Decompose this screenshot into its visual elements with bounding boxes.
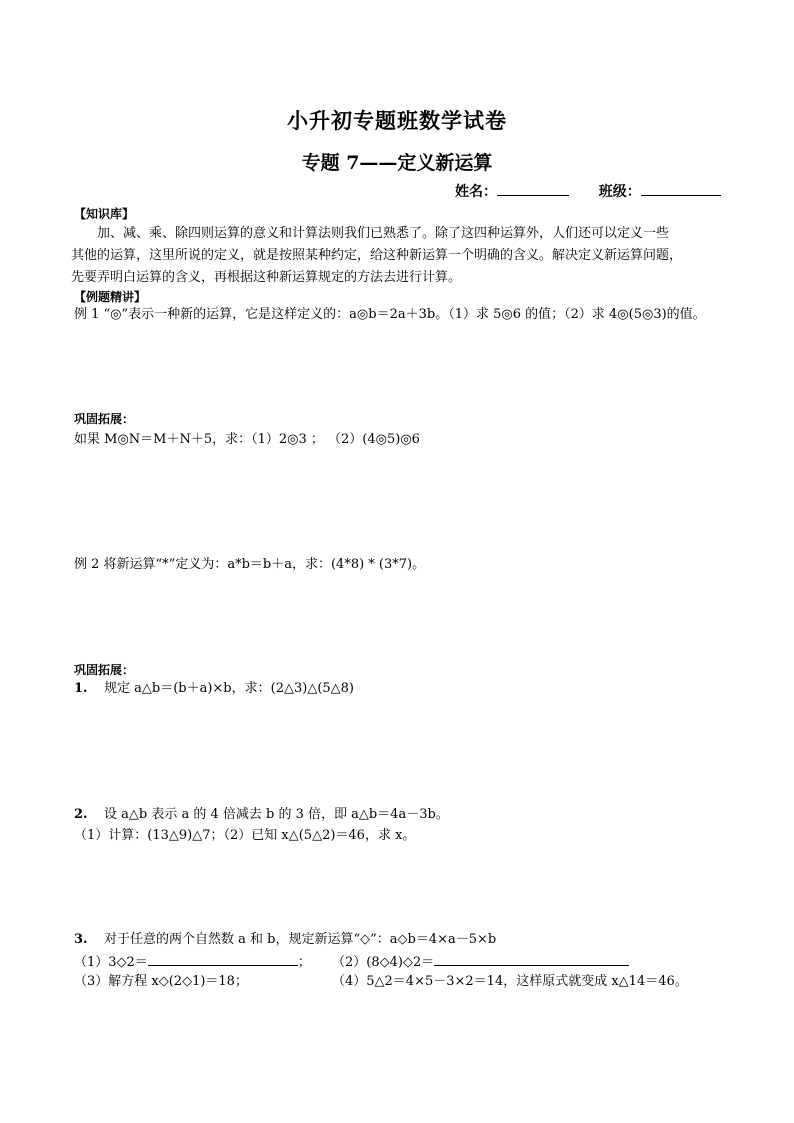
question-3-text: 对于任意的两个自然数 a 和 b，规定新运算“◇”：a◇b＝4×a－5×b (104, 932, 497, 947)
name-blank[interactable] (497, 181, 569, 196)
practice-1-question: 如果 M◎N＝M＋N＋5，求：（1）2◎3 ； （2）(4◎5)◎6 (74, 432, 420, 447)
example-2: 例 2 将新运算“*”定义为：a*b＝b＋a，求：(4*8) * (3*7)。 (74, 557, 426, 572)
question-1 (74, 679, 354, 699)
examples-header: 【例题精讲】 (74, 290, 147, 304)
class-label: 班级： (598, 184, 641, 200)
question-2-sub: （1）计算：(13△9)△7；（2）已知 x△(5△2)＝46，求 x。 (74, 828, 416, 843)
part-a-label: （1）3◇2＝ (74, 955, 148, 970)
part-a-blank[interactable] (148, 951, 298, 966)
question-2-number: 2. (74, 807, 88, 822)
student-info (455, 181, 721, 201)
question-3-part-a (74, 951, 311, 973)
practice-1-label: 巩固拓展： (74, 412, 135, 426)
question-3-number: 3. (74, 932, 88, 947)
part-b-blank[interactable] (434, 951, 629, 966)
question-2 (74, 805, 449, 825)
part-b-label: （2）(8◇4)◇2＝ (332, 955, 435, 970)
class-blank[interactable] (641, 181, 721, 196)
question-3-part-d: （4）5△2＝4×5－3×2＝14，这样原式就变成 x△14＝46。 (332, 974, 688, 989)
question-3 (74, 930, 496, 950)
question-2-text: 设 a△b 表示 a 的 4 倍减去 b 的 3 倍，即 a△b＝4a－3b。 (104, 807, 449, 822)
knowledge-text (71, 223, 731, 289)
knowledge-line-2: 其他的运算，这里所说的定义，就是按照某种约定，给这种新运算一个明确的含义。解决定义新运算问题， (71, 248, 683, 263)
question-3-part-b (332, 951, 629, 973)
page-subtitle: 专题 7——定义新运算 (301, 152, 493, 174)
question-3-part-c: （3）解方程 x◇(2◇1)＝18； (74, 974, 248, 989)
example-1: 例 1 “◎”表示一种新的运算，它是这样定义的：a◎b＝2a＋3b。（1）求 5◎6 的值；（2）求 4◎(5◎3)的值。 (74, 307, 706, 322)
part-a-end: ； (297, 955, 311, 970)
knowledge-line-3: 先要弄明白运算的含义，再根据这种新运算规定的方法去进行计算。 (71, 270, 462, 285)
question-1-number: 1. (74, 681, 88, 696)
question-1-text: 规定 a△b＝(b＋a)×b，求：(2△3)△(5△8) (104, 681, 354, 696)
practice-2-label: 巩固拓展： (74, 663, 135, 677)
name-label: 姓名： (455, 184, 497, 200)
page-title: 小升初专题班数学试卷 (287, 108, 507, 133)
knowledge-header: 【知识库】 (74, 207, 135, 221)
knowledge-line-1: 加、减、乘、除四则运算的意义和计算法则我们已熟悉了。除了这四种运算外，人们还可以定义一些 (97, 226, 670, 241)
